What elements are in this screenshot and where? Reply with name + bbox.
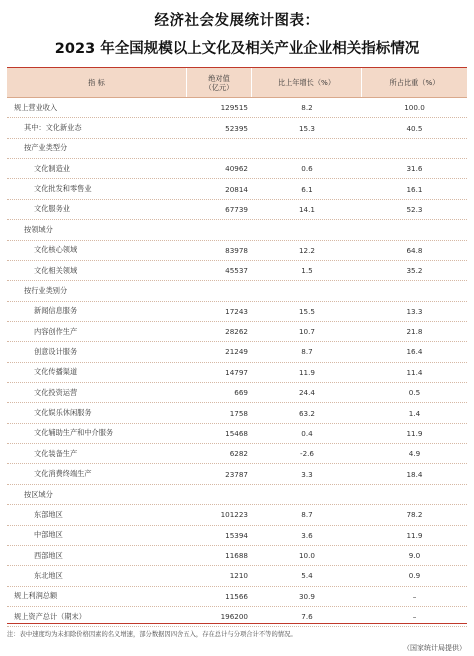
row-label: 文化核心领域 [34, 245, 78, 255]
row-growth: 1.5 [301, 266, 313, 276]
row-label: 中部地区 [34, 530, 63, 540]
table-body [7, 98, 467, 627]
row-share: 21.8 [406, 327, 423, 337]
row-label: 文化相关领域 [34, 265, 78, 275]
row-growth: 8.2 [301, 103, 313, 113]
row-label: 东部地区 [34, 509, 63, 519]
row-value: 52395 [225, 123, 248, 133]
row-growth: 30.9 [298, 591, 315, 601]
table-row [7, 505, 467, 525]
row-value: 15394 [225, 530, 248, 540]
row-value: 1210 [229, 571, 248, 581]
row-growth: 0.4 [301, 428, 313, 438]
row-value: 6282 [229, 449, 248, 459]
row-growth: 15.5 [298, 306, 315, 316]
row-value: 45537 [225, 266, 248, 276]
row-value: 20814 [225, 184, 248, 194]
row-value: 17243 [225, 306, 248, 316]
row-value: 101223 [220, 510, 248, 520]
row-share [362, 281, 467, 300]
row-label: 东北地区 [34, 570, 63, 580]
row-label: 文化批发和零售业 [34, 184, 92, 194]
table-bottom-rule [7, 623, 467, 624]
table-row [7, 261, 467, 281]
row-share [362, 139, 467, 158]
row-value [187, 485, 252, 504]
row-label: 文化投资运营 [34, 387, 78, 397]
table-row [7, 179, 467, 199]
table-row [7, 363, 467, 383]
table-row [7, 159, 467, 179]
table-row [7, 342, 467, 362]
row-label: 文化传播渠道 [34, 367, 78, 377]
table-row [7, 322, 467, 342]
row-label: 规上营业收入 [14, 102, 58, 112]
row-growth: 12.2 [298, 245, 315, 255]
row-label: 文化辅助生产和中介服务 [34, 428, 114, 438]
table-row [7, 566, 467, 586]
row-share [362, 485, 467, 504]
table-row [7, 403, 467, 423]
row-share: 16.1 [406, 184, 423, 194]
row-growth: 11.9 [298, 367, 315, 377]
row-value: 15468 [225, 428, 248, 438]
row-value: 11566 [225, 591, 248, 601]
row-share: 1.4 [408, 408, 421, 418]
row-value: 196200 [220, 612, 248, 622]
row-label: 规上资产总计（期末） [14, 611, 86, 621]
row-growth [252, 139, 362, 158]
row-share: 0.5 [408, 388, 421, 398]
row-label: 西部地区 [34, 550, 63, 560]
row-growth: 15.3 [298, 123, 315, 133]
row-label: 文化服务业 [34, 204, 70, 214]
table-row [7, 118, 467, 138]
table-row [7, 424, 467, 444]
row-share: 40.5 [406, 123, 423, 133]
row-label: 文化制造业 [34, 163, 70, 173]
row-value [187, 220, 252, 239]
row-value: 14797 [225, 367, 248, 377]
row-share: 0.9 [408, 571, 421, 581]
row-value: 67739 [225, 204, 248, 214]
row-growth: 7.6 [301, 612, 313, 622]
table-row [7, 444, 467, 464]
row-growth [252, 485, 362, 504]
row-value: 669 [234, 388, 248, 398]
row-growth: 5.4 [301, 571, 313, 581]
header-abs-value: 绝对值 （亿元） [187, 68, 252, 97]
row-value: 83978 [225, 245, 248, 255]
row-value: 28262 [225, 327, 248, 337]
row-value [187, 139, 252, 158]
row-growth [252, 281, 362, 300]
row-label: 新闻信息服务 [34, 306, 78, 316]
row-share: 100.0 [404, 103, 425, 113]
table-row [7, 607, 467, 627]
data-table [7, 67, 467, 627]
table-row [7, 587, 467, 607]
row-share [362, 220, 467, 239]
row-growth: 8.7 [301, 510, 313, 520]
table-row [7, 98, 467, 118]
table-row [7, 526, 467, 546]
row-value: 1758 [229, 408, 248, 418]
row-growth: -2.6 [299, 449, 315, 459]
page-title-line2: 2023 年全国规模以上文化及相关产业企业相关指标情况 [54, 41, 420, 57]
row-label: 创意设计服务 [34, 346, 78, 356]
row-share: 13.3 [406, 306, 423, 316]
row-label: 文化消费终端生产 [34, 469, 92, 479]
row-growth: 3.6 [301, 530, 313, 540]
row-label: 按领域分 [24, 224, 53, 234]
row-label: 按区域分 [24, 489, 53, 499]
row-growth: 6.1 [301, 184, 313, 194]
row-label: 按行业类别分 [24, 285, 68, 295]
table-row [7, 220, 467, 240]
row-share: 4.9 [408, 449, 421, 459]
row-growth: 8.7 [301, 347, 313, 357]
row-value: 40962 [225, 164, 248, 174]
table-row [7, 281, 467, 301]
row-share: 11.4 [406, 367, 423, 377]
row-label: 文化娱乐休闲服务 [34, 408, 92, 418]
row-share: 16.4 [406, 347, 423, 357]
row-growth: 63.2 [298, 408, 315, 418]
row-share: 11.9 [406, 530, 423, 540]
table-row [7, 200, 467, 220]
row-value: 23787 [225, 469, 248, 479]
row-share: 18.4 [406, 469, 423, 479]
row-growth: 10.0 [298, 551, 315, 561]
row-share: 9.0 [408, 551, 421, 561]
table-header [7, 68, 467, 98]
row-growth: 14.1 [298, 204, 315, 214]
row-share: 78.2 [406, 510, 423, 520]
row-label: 规上利润总额 [14, 591, 58, 601]
table-row [7, 302, 467, 322]
table-row [7, 139, 467, 159]
row-share: 35.2 [406, 266, 423, 276]
row-share: – [412, 612, 417, 622]
table-row [7, 464, 467, 484]
table-row [7, 383, 467, 403]
row-label: 文化装备生产 [34, 448, 78, 458]
table-row [7, 485, 467, 505]
row-growth: 24.4 [298, 388, 315, 398]
row-value [187, 281, 252, 300]
row-share: 64.8 [406, 245, 423, 255]
row-growth: 0.6 [301, 164, 313, 174]
row-share: 52.3 [406, 204, 423, 214]
row-label: 其中：文化新业态 [24, 123, 82, 133]
footnote: 注：表中速度均为未扣除价格因素的名义增速，部分数据因四舍五入，存在总计与分项合计不等的情况。 [7, 631, 297, 638]
row-label: 内容创作生产 [34, 326, 78, 336]
header-growth: 比上年增长（%） [252, 68, 362, 97]
row-share: – [412, 591, 417, 601]
row-growth: 3.3 [301, 469, 313, 479]
row-growth [252, 220, 362, 239]
source-credit: （国家统计局提供） [403, 644, 466, 652]
row-value: 129515 [220, 103, 248, 113]
table-row [7, 241, 467, 261]
table-row [7, 546, 467, 566]
row-label: 按产业类型分 [24, 143, 68, 153]
header-share: 所占比重（%） [389, 78, 440, 87]
row-share: 31.6 [406, 164, 423, 174]
page-title-line1: 经济社会发展统计图表： [154, 13, 320, 29]
row-share: 11.9 [406, 428, 423, 438]
row-value: 11688 [225, 551, 248, 561]
header-indicator: 指 标 [7, 68, 187, 97]
row-growth: 10.7 [298, 327, 315, 337]
row-value: 21249 [225, 347, 248, 357]
